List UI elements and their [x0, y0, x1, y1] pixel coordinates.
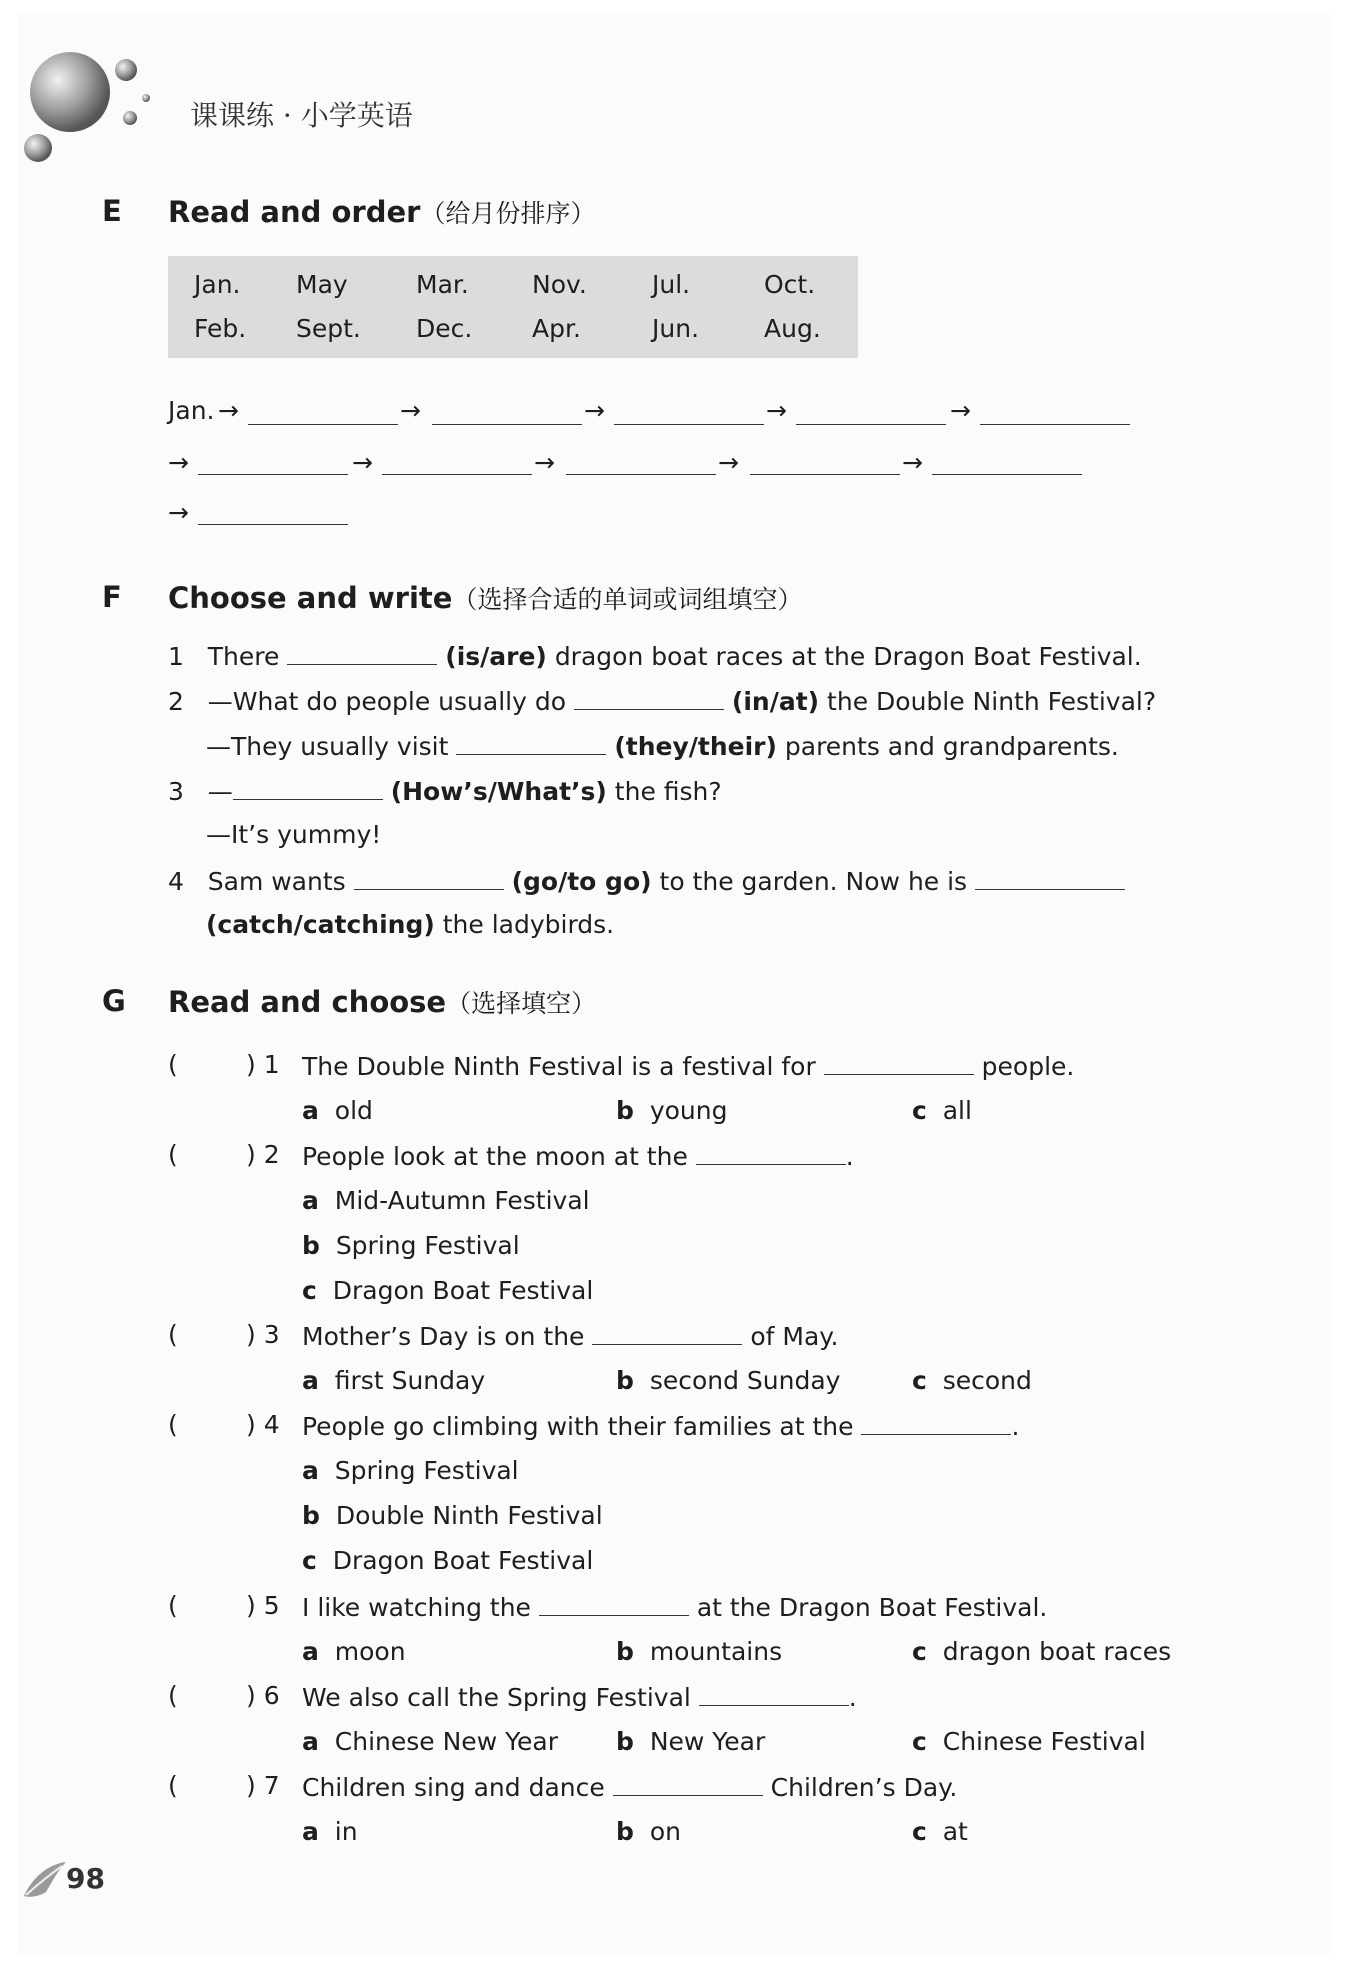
answer-blank[interactable]	[233, 775, 383, 800]
option-text: Spring Festival	[334, 1456, 519, 1485]
g-question-5	[302, 1591, 1047, 1622]
arrow-icon: →	[218, 396, 239, 425]
answer-blank[interactable]	[287, 640, 437, 665]
question-text: the Double Ninth Festival?	[827, 687, 1157, 716]
arrow-icon: →	[168, 448, 189, 477]
section-g-title-en: Read and choose	[168, 985, 447, 1019]
section-f-title-cn: （选择合适的单词或词组填空）	[452, 585, 803, 614]
f-question-1	[168, 640, 1142, 671]
option-key: a	[302, 1366, 319, 1395]
option-key: a	[302, 1727, 319, 1756]
answer-paren-open[interactable]: (	[168, 1681, 178, 1710]
option-key: c	[912, 1366, 927, 1395]
options-text: (How’s/What’s)	[390, 777, 607, 806]
question-text: Sam wants	[207, 867, 346, 896]
month: Jul.	[652, 270, 691, 299]
arrow-icon: →	[766, 396, 787, 425]
option-text: moon	[334, 1637, 406, 1666]
arrow-icon: →	[352, 448, 373, 477]
option-key: b	[616, 1727, 634, 1756]
question-text: There	[207, 642, 280, 671]
answer-paren-open[interactable]: (	[168, 1320, 178, 1349]
option-text: in	[334, 1817, 358, 1846]
question-number: ) 7	[246, 1771, 280, 1800]
option-a	[302, 1456, 519, 1485]
month: Feb.	[194, 314, 247, 343]
option-a	[302, 1366, 485, 1395]
option-text: dragon boat races	[942, 1637, 1172, 1666]
month: Oct.	[764, 270, 816, 299]
option-key: c	[912, 1096, 927, 1125]
g-question-1	[302, 1050, 1074, 1081]
option-key: b	[616, 1096, 634, 1125]
option-c	[302, 1276, 593, 1305]
f-question-2-line2	[206, 730, 1119, 761]
option-a	[302, 1637, 406, 1666]
question-text: parents and grandparents.	[784, 732, 1119, 761]
question-number: ) 2	[246, 1140, 280, 1169]
option-text: New Year	[649, 1727, 766, 1756]
arrow-icon: →	[950, 396, 971, 425]
question-text: —What do people usually do	[207, 687, 567, 716]
option-c	[302, 1546, 593, 1575]
answer-blank	[592, 1320, 742, 1345]
option-text: all	[942, 1096, 972, 1125]
options-text: (catch/catching)	[206, 910, 435, 939]
question-number: ) 6	[246, 1681, 280, 1710]
option-text: young	[649, 1096, 728, 1125]
answer-blank[interactable]	[456, 730, 606, 755]
option-a	[302, 1096, 373, 1125]
answer-blank[interactable]	[975, 865, 1125, 890]
question-text: Children’s Day.	[770, 1773, 958, 1802]
question-text: I like watching the	[302, 1593, 531, 1622]
option-c	[912, 1637, 1171, 1666]
option-text: at	[942, 1817, 968, 1846]
bubbles-decoration-icon	[18, 40, 158, 170]
question-text: —They usually visit	[206, 732, 449, 761]
question-text: Children sing and dance	[302, 1773, 605, 1802]
question-text: .	[845, 1142, 854, 1171]
option-key: c	[912, 1727, 927, 1756]
answer-blank[interactable]	[354, 865, 504, 890]
g-question-3	[302, 1320, 838, 1351]
month: Mar.	[416, 270, 469, 299]
answer-blank	[861, 1410, 1011, 1435]
question-number: ) 3	[246, 1320, 280, 1349]
option-key: b	[616, 1366, 634, 1395]
options-text: (in/at)	[731, 687, 820, 716]
section-g-title	[168, 984, 596, 1020]
month: Aug.	[764, 314, 821, 343]
option-key: c	[302, 1546, 317, 1575]
option-a	[302, 1817, 358, 1846]
month: Apr.	[532, 314, 581, 343]
month: Sept.	[296, 314, 361, 343]
f-question-2	[168, 685, 1156, 716]
answer-blank[interactable]	[574, 685, 724, 710]
question-text: .	[1011, 1412, 1020, 1441]
option-b	[302, 1501, 603, 1530]
option-text: second	[942, 1366, 1032, 1395]
option-b	[302, 1231, 520, 1260]
question-number: 2	[168, 687, 184, 716]
option-a	[302, 1186, 590, 1215]
section-f-title-en: Choose and write	[168, 581, 453, 615]
question-number: ) 5	[246, 1591, 280, 1620]
option-text: on	[649, 1817, 681, 1846]
arrow-icon: →	[534, 448, 555, 477]
question-text: to the garden. Now he is	[659, 867, 968, 896]
month: Jan.	[194, 270, 241, 299]
answer-blank	[613, 1771, 763, 1796]
option-text: Spring Festival	[335, 1231, 520, 1260]
option-key: a	[302, 1637, 319, 1666]
option-text: first Sunday	[334, 1366, 486, 1395]
options-text: (they/their)	[614, 732, 777, 761]
section-e-title-cn: （给月份排序）	[420, 199, 596, 228]
option-text: Mid-Autumn Festival	[334, 1186, 590, 1215]
arrow-icon: →	[168, 498, 189, 527]
question-text: —	[207, 777, 233, 806]
answer-blank	[699, 1681, 849, 1706]
month: May	[296, 270, 348, 299]
order-blank[interactable]	[248, 424, 398, 425]
option-key: b	[616, 1637, 634, 1666]
option-text: Chinese Festival	[942, 1727, 1146, 1756]
question-text: The Double Ninth Festival is a festival for	[302, 1052, 816, 1081]
question-text: people.	[981, 1052, 1075, 1081]
section-g-letter: G	[102, 984, 126, 1018]
option-text: Chinese New Year	[334, 1727, 559, 1756]
order-blank[interactable]	[566, 474, 716, 475]
question-number: 1	[168, 642, 184, 671]
answer-blank	[824, 1050, 974, 1075]
option-key: a	[302, 1186, 319, 1215]
option-key: a	[302, 1817, 319, 1846]
option-key: c	[302, 1276, 317, 1305]
answer-paren-open[interactable]: (	[168, 1050, 178, 1079]
option-c	[912, 1727, 1146, 1756]
question-number: 4	[168, 867, 184, 896]
option-key: a	[302, 1456, 319, 1485]
option-text: Dragon Boat Festival	[332, 1546, 594, 1575]
leaf-icon	[22, 1858, 68, 1900]
arrow-icon: →	[718, 448, 739, 477]
section-f-title	[168, 580, 802, 616]
answer-paren-open[interactable]: (	[168, 1410, 178, 1439]
arrow-icon: →	[400, 396, 421, 425]
month: Jun.	[652, 314, 700, 343]
option-key: a	[302, 1096, 319, 1125]
answer-paren-open[interactable]: (	[168, 1771, 178, 1800]
question-text: of May.	[750, 1322, 839, 1351]
option-b	[616, 1096, 727, 1125]
option-b	[616, 1817, 681, 1846]
option-text: Double Ninth Festival	[335, 1501, 603, 1530]
option-key: c	[912, 1637, 927, 1666]
g-question-7	[302, 1771, 957, 1802]
order-blank[interactable]	[932, 474, 1082, 475]
answer-blank	[539, 1591, 689, 1616]
question-text: Mother’s Day is on the	[302, 1322, 585, 1351]
option-text: mountains	[649, 1637, 783, 1666]
order-blank[interactable]	[796, 424, 946, 425]
option-text: old	[334, 1096, 373, 1125]
section-f-letter: F	[102, 580, 122, 614]
page-number: 98	[66, 1862, 105, 1895]
option-key: b	[616, 1817, 634, 1846]
option-text: Dragon Boat Festival	[332, 1276, 594, 1305]
g-question-2	[302, 1140, 854, 1171]
option-c	[912, 1366, 1032, 1395]
question-text: People go climbing with their families at the	[302, 1412, 854, 1441]
answer-paren-open[interactable]: (	[168, 1591, 178, 1620]
option-key: b	[302, 1231, 320, 1260]
order-blank[interactable]	[980, 424, 1130, 425]
option-text: second Sunday	[649, 1366, 841, 1395]
f-question-4	[168, 865, 1125, 896]
option-key: c	[912, 1817, 927, 1846]
option-a	[302, 1727, 558, 1756]
options-text: (is/are)	[445, 642, 547, 671]
order-blank[interactable]	[198, 474, 348, 475]
order-blank[interactable]	[198, 524, 348, 525]
option-b	[616, 1727, 765, 1756]
months-box	[168, 256, 858, 358]
option-b	[616, 1366, 840, 1395]
option-c	[912, 1096, 972, 1125]
arrow-icon: →	[902, 448, 923, 477]
question-number: 3	[168, 777, 184, 806]
option-c	[912, 1817, 968, 1846]
f-question-3	[168, 775, 722, 806]
question-text: dragon boat races at the Dragon Boat Festival.	[554, 642, 1142, 671]
g-question-6	[302, 1681, 857, 1712]
options-text: (go/to go)	[511, 867, 652, 896]
f-question-4-line2	[206, 910, 614, 939]
question-text: at the Dragon Boat Festival.	[696, 1593, 1048, 1622]
arrow-icon: →	[584, 396, 605, 425]
answer-paren-open[interactable]: (	[168, 1140, 178, 1169]
question-text: the ladybirds.	[442, 910, 615, 939]
order-blank[interactable]	[614, 424, 764, 425]
month: Nov.	[532, 270, 587, 299]
section-g-title-cn: （选择填空）	[446, 989, 597, 1018]
month: Dec.	[416, 314, 473, 343]
question-number: ) 1	[246, 1050, 280, 1079]
option-b	[616, 1637, 782, 1666]
section-e-title-en: Read and order	[168, 195, 421, 229]
option-key: b	[302, 1501, 320, 1530]
section-e-title	[168, 194, 595, 230]
series-title: 课课练 · 小学英语	[190, 99, 413, 132]
question-number: ) 4	[246, 1410, 280, 1439]
order-blank[interactable]	[432, 424, 582, 425]
f-question-3-answer: —It’s yummy!	[206, 820, 382, 849]
section-e-letter: E	[102, 194, 122, 228]
order-blank[interactable]	[750, 474, 900, 475]
question-text: We also call the Spring Festival	[302, 1683, 691, 1712]
question-text: .	[848, 1683, 857, 1712]
question-text: People look at the moon at the	[302, 1142, 688, 1171]
g-question-4	[302, 1410, 1019, 1441]
question-text: the fish?	[614, 777, 722, 806]
order-start: Jan.	[168, 396, 215, 425]
answer-blank	[696, 1140, 846, 1165]
order-blank[interactable]	[382, 474, 532, 475]
